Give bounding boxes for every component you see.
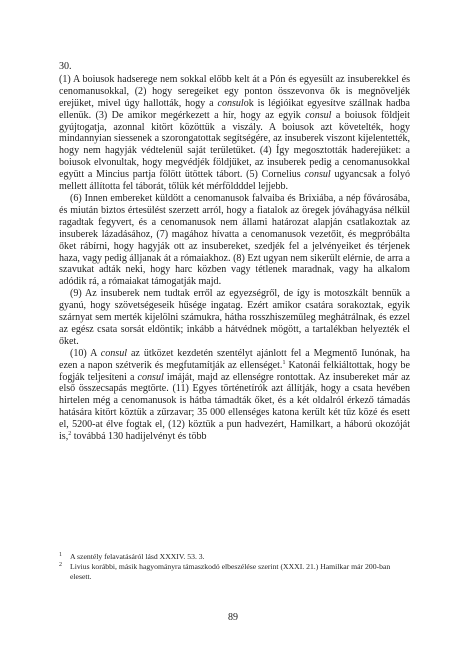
- footnote-text: A szentély felavatásáról lásd XXXIV. 53. 3.: [70, 552, 205, 561]
- paragraph-4: (10) A consul az ütközet kezdetén szentélyt ajánlott fel a Megmentő Iunónak, ha ezen a napon szétverik és megfutamítják az ellenséget.$^1$ Katonái felkiáltottak, hogy be fogják teljesíteni a consul imáját, majd az ellenségre rontottak. Az insubereket már az első összecsapás megtörte. (11) Egyes történetírók azt állítják, hogy a csata hevében hirtelen még a cenomanusok is hátba támadták őket, és a két oldalról érkező támadás hatására kitört köztük a zűrzavar; 35 000 ellenséges katona került két tűz közé és esett el, 5200-at élve fogtak el, (12) köztük a pun hadvezért, Hamilkart, a háború okozóját is,$^2$ továbbá 130 hadijelvényt és több: [59, 347, 410, 443]
- italic-term: consul: [100, 347, 128, 359]
- italic-term: consul: [305, 109, 332, 121]
- italic-term: consul: [217, 97, 244, 109]
- paragraph-1: (1) A boiusok hadserege nem sokkal előbb kelt át a Pón és egyesült az insuberekkel és cenomanusokkal, (2) hogy seregeiket egy ponton összevonva ők is megnöveljék erejüket, mivel úgy hallották, hogy a consulok is légióikat egyesítve szállnak hadba ellenük. (3) De amikor megérkezett a hír, hogy az egyik consul a boiusok földjeit gyújtogatja, azonnal kitört közöttük a viszály. A boiusok azt követelték, hogy mindannyian siessenek a szorongatottak segítségére, az insuberek viszont kijelentették, hogy nem hagyják védtelenül saját területüket. (4) Így megosztották haderejüket: a boiusok elvonultak, hogy megvédjék földjüket, az insuberek pedig a cenomanusokkal együtt a Mincius partja fölött ütöttek tábort. (5) Cornelius consul ugyancsak a folyó mellett állította fel táborát, tőlük két mérföldddel lejjebb.: [59, 73, 411, 193]
- footnotes: [59, 552, 410, 582]
- footnote-text: Livius korábbi, másik hagyományra támaszkodó elbeszélése szerint (XXXI. 21.) Hamilkar már 200-ban elesett.: [70, 562, 391, 582]
- italic-term: consul: [304, 169, 331, 181]
- paragraph-2: (6) Innen embereket küldött a cenomanusok falvaiba és Brixiába, a nép fővárosába, és miután biztos értesülést szerzett arról, hogy a fiatalok az öregek jóváhagyása nélkül ragadtak fegyvert, és a cenomanusok nem állami határozat alapján csatlakoztak az insuberek lázadásához, (7) magához hívatta a cenomanusok vezetőit, és megpróbálta őket rábírni, hogy hagyják ott az insubereket, szedjék fel a jelvényeiket és térjenek haza, vagy pedig álljanak át a rómaiakhoz. (8) Ezt ugyan nem sikerült elérnie, de arra a szavukat adták neki, hogy harc közben vagy tétlenek maradnak, vagy ha alkalom adódik rá, a rómaiakat támogatják majd.: [59, 192, 410, 288]
- footnote-reference: 1: [282, 359, 286, 366]
- italic-term: consul: [137, 371, 164, 383]
- footnote-reference: 2: [68, 431, 72, 438]
- footnote-2: 2 Livius korábbi, másik hagyományra támaszkodó elbeszélése szerint (XXXI. 21.) Hamilkar már 200-ban elesett.: [59, 562, 391, 582]
- chapter-number: 30.: [59, 61, 72, 72]
- footnote-1: 1 A szentély felavatásáról lásd XXXIV. 53. 3.: [59, 552, 205, 561]
- page-number: 89: [228, 612, 238, 623]
- main-text: [59, 61, 410, 443]
- paragraph-3: (9) Az insuberek nem tudtak erről az egyezségről, de így is motoszkált bennük a gyanú, hogy szövetségeseik hűsége ingatag. Ezért amikor csatára sorakoztak, egyik szárnyat sem merték kijelölni számukra, hátha rosszhiszeműleg meghátrálnak, és ezzel az egész csata sorsát eldöntik; inkább a hátvédnek mögött, a tartalékban helyezték el őket.: [59, 288, 410, 347]
